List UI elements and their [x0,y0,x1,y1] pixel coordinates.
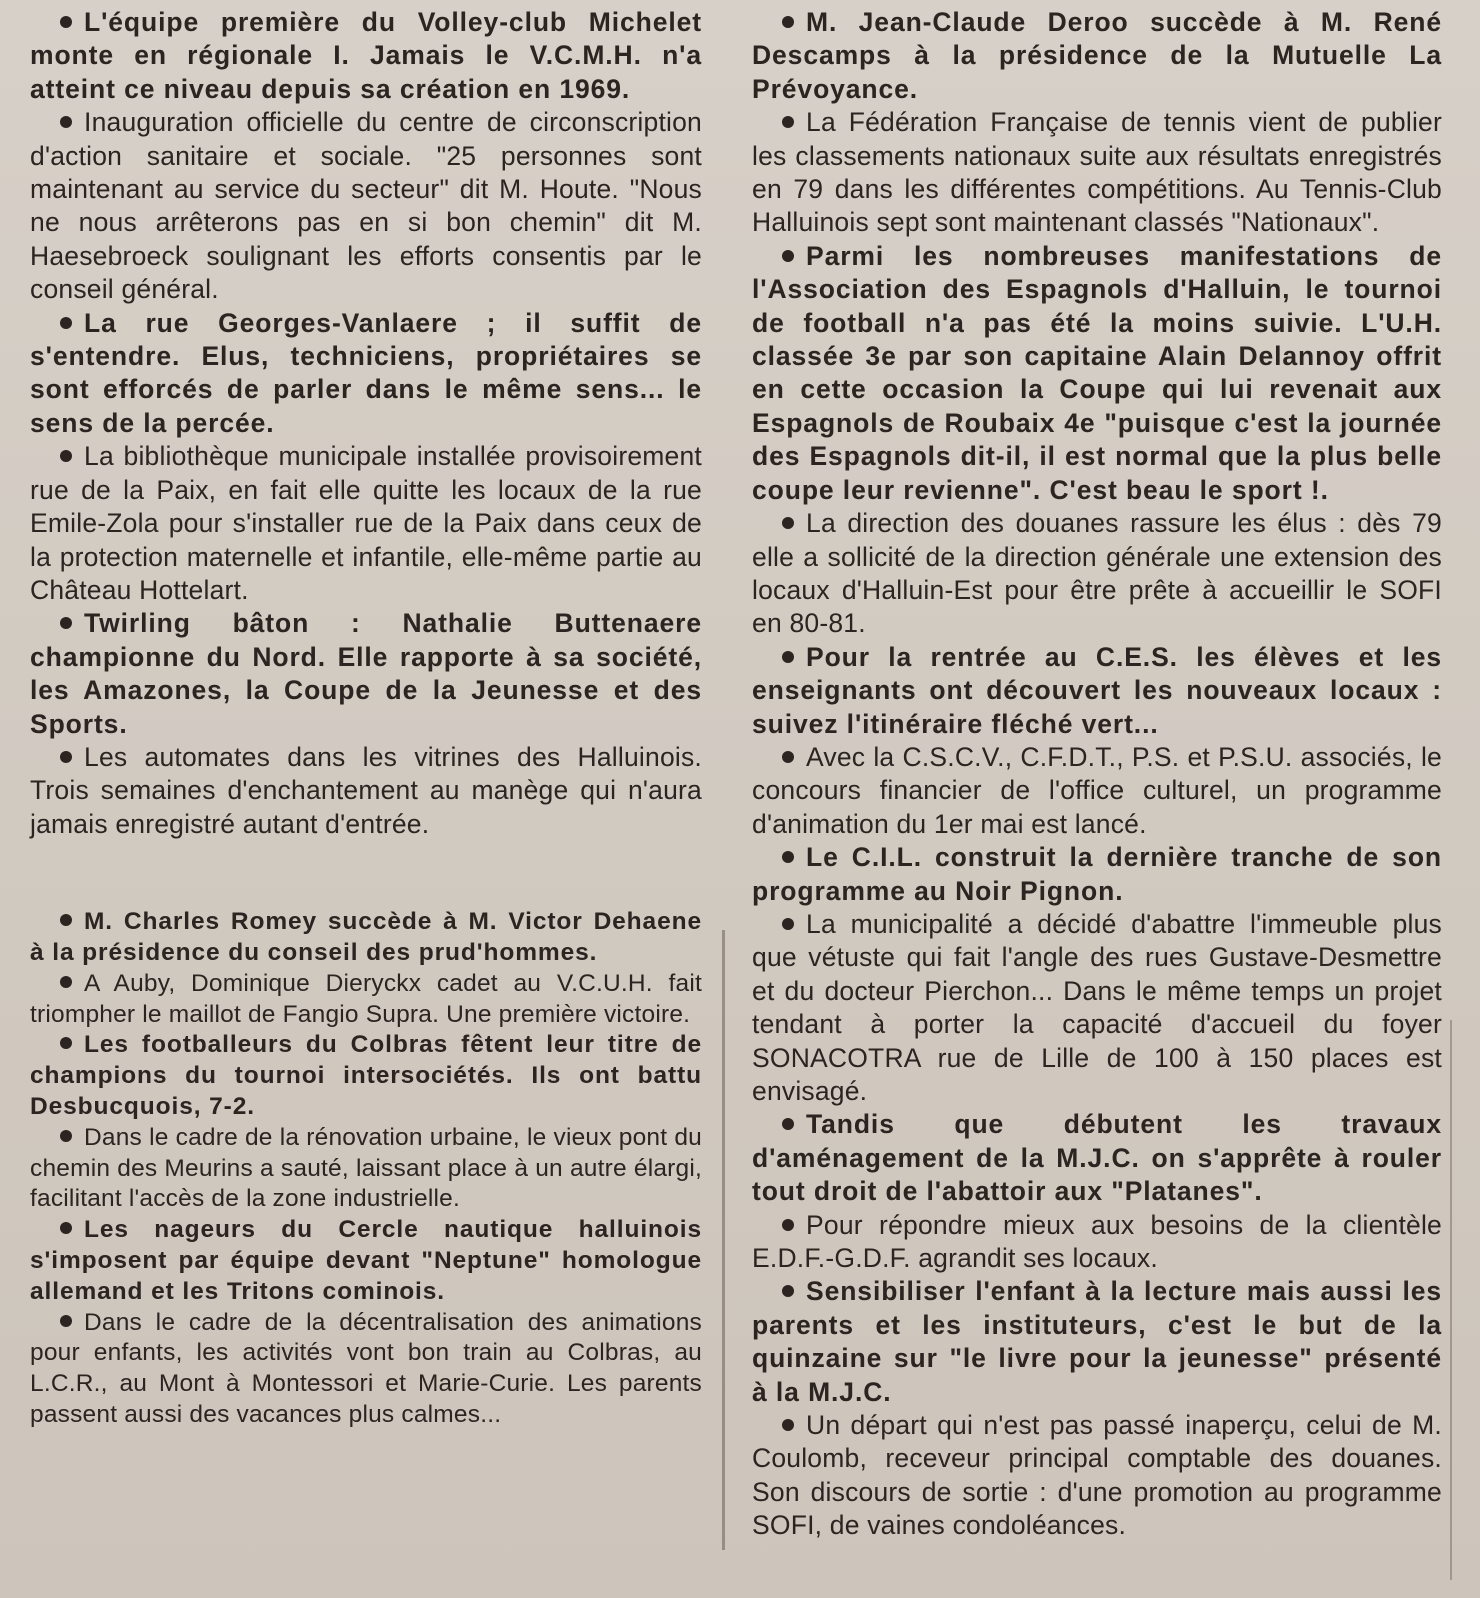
bullet-icon [782,16,794,28]
news-item [30,1215,702,1307]
right-column [752,6,1442,1543]
left-column [30,6,702,1431]
news-item [752,507,1442,641]
bullet-icon [782,1419,794,1431]
news-item [752,1275,1442,1409]
bullet-icon [60,617,72,629]
bullet-icon [60,16,72,28]
bullet-icon [782,517,794,529]
news-item-text: M. Charles Romey succède à M. Victor Dehaene à la présidence du conseil des prud'hommes. [30,908,702,966]
bullet-icon [60,751,72,763]
news-item [30,307,702,441]
news-item [30,1030,702,1122]
news-item-text: La Fédération Française de tennis vient de publier les classements nationaux suite aux résultats enregistrés en 79 dans les différentes compétitions. Au Tennis-Club Halluinois sept sont maintenant classés "Nationaux". [752,107,1442,238]
bullet-icon [782,116,794,128]
news-item-text: Avec la C.S.C.V., C.F.D.T., P.S. et P.S.U. associés, le concours financier de l'office culturel, un programme d'animation du 1er mai est lancé. [752,741,1442,839]
news-item [752,641,1442,741]
section-gap [30,841,702,907]
bullet-icon [782,651,794,663]
news-item-text: Inauguration officielle du centre de circonscription d'action sanitaire et sociale. "25 personnes sont maintenant au service du secteur" dit M. Houte. "Nous ne nous arrêterons pas en si bon chemin" dit M. Haesebroeck soulignant les efforts consentis par le conseil général. [30,107,702,305]
news-item-text: Un départ qui n'est pas passé inaperçu, celui de M. Coulomb, receveur principal comptable des douanes. Son discours de sortie : d'une promotion au programme SOFI, de vaines condoléances. [752,1410,1442,1541]
column-rule [722,930,725,1550]
news-item [752,1108,1442,1208]
bullet-icon [60,976,72,988]
news-item-text: M. Jean-Claude Deroo succède à M. René Descamps à la présidence de la Mutuelle La Prévoyance. [752,7,1442,104]
bullet-icon [782,250,794,262]
news-item-text: Les automates dans les vitrines des Halluinois. Trois semaines d'enchantement au manège qui n'aura jamais enregistré autant d'entrée. [30,741,702,839]
news-item [752,1209,1442,1276]
bullet-icon [782,751,794,763]
bullet-icon [782,918,794,930]
news-item-text: Dans le cadre de la décentralisation des animations pour enfants, les activités vont bon train au Colbras, au L.C.R., au Mont à Montessori et Marie-Curie. Les parents passent aussi des vacances plus calmes... [30,1308,702,1428]
news-item-text: La direction des douanes rassure les élus : dès 79 elle a sollicité de la direction générale une extension des locaux d'Halluin-Est pour être prête à accueillir le SOFI en 80-81. [752,508,1442,639]
news-item [30,440,702,607]
news-item [752,841,1442,908]
bullet-icon [60,1315,72,1327]
news-item-text: L'équipe première du Volley-club Michelet monte en régionale I. Jamais le V.C.M.H. n'a atteint ce niveau depuis sa création en 1969. [30,7,702,104]
news-item [752,6,1442,106]
bullet-icon [60,450,72,462]
news-item [30,741,702,841]
news-item-text: Pour la rentrée au C.E.S. les élèves et les enseignants ont découvert les nouveaux locaux : suivez l'itinéraire fléché vert... [752,641,1442,739]
news-item [30,1123,702,1215]
news-item [30,106,702,306]
bullet-icon [782,1118,794,1130]
news-item-text: Les footballeurs du Colbras fêtent leur titre de champions du tournoi intersociétés. Ils ont battu Desbucquois, 7-2. [30,1031,702,1120]
news-item [752,1409,1442,1543]
news-item [752,741,1442,841]
news-item-text: Pour répondre mieux aux besoins de la clientèle E.D.F.-G.D.F. agrandit ses locaux. [752,1209,1442,1274]
news-item-text: Sensibiliser l'enfant à la lecture mais aussi les parents et les instituteurs, c'est le but de la quinzaine sur "le livre pour la jeunesse" présenté à la M.J.C. [752,1276,1442,1407]
bullet-icon [60,1037,72,1049]
news-item-text: La municipalité a décidé d'abattre l'immeuble plus que vétuste qui fait l'angle des rues Gustave-Desmettre et du docteur Pierchon... Dans le même temps un projet tendant à porter la capacité d'accueil du foyer SONACOTRA rue de Lille de 100 à 150 places est envisagé. [752,908,1442,1106]
bullet-icon [60,1130,72,1142]
news-item-text: A Auby, Dominique Dieryckx cadet au V.C.U.H. fait triompher le maillot de Fangio Supra. Une première victoire. [30,969,702,1028]
bullet-icon [782,1219,794,1231]
news-item-text: La bibliothèque municipale installée provisoirement rue de la Paix, en fait elle quitte les locaux de la rue Emile-Zola pour s'installer rue de la Paix dans ceux de la protection maternelle et infantile, elle-même partie au Château Hottelart. [30,441,702,605]
news-item-text: La rue Georges-Vanlaere ; il suffit de s'entendre. Elus, techniciens, propriétaires se sont efforcés de parler dans le même sens... le sens de la percée. [30,307,702,438]
news-item-text: Tandis que débutent les travaux d'aménagement de la M.J.C. on s'apprête à rouler tout droit de l'abattoir aux "Platanes". [752,1109,1442,1207]
news-item [30,907,702,969]
news-item-text: Parmi les nombreuses manifestations de l'Association des Espagnols d'Halluin, le tournoi de football n'a pas été la moins suivie. L'U.H. classée 3e par son capitaine Alain Delannoy offrit en cette occasion la Coupe qui lui revenait aux Espagnols de Roubaix 4e "puisque c'est la journée des Espagnols dit-il, il est normal que la plus belle coupe leur revienne". C'est beau le sport !. [752,240,1442,505]
news-item-text: Les nageurs du Cercle nautique halluinois s'imposent par équipe devant "Neptune" homologue allemand et les Tritons cominois. [30,1216,702,1305]
news-item [30,1308,702,1431]
bullet-icon [60,116,72,128]
bullet-icon [60,914,72,926]
news-item-text: Twirling bâton : Nathalie Buttenaere championne du Nord. Elle rapporte à sa société, les Amazones, la Coupe de la Jeunesse et des Sports. [30,608,702,739]
news-item [752,240,1442,507]
bullet-icon [782,851,794,863]
news-item [30,607,702,741]
news-item-text: Le C.I.L. construit la dernière tranche de son programme au Noir Pignon. [752,842,1442,906]
news-item [752,908,1442,1108]
news-item [30,6,702,106]
edge-rule [1450,1020,1452,1580]
news-item-text: Dans le cadre de la rénovation urbaine, le vieux pont du chemin des Meurins a sauté, laissant place à un autre élargi, facilitant l'accès de la zone industrielle. [30,1123,702,1213]
bullet-icon [782,1285,794,1297]
bullet-icon [60,317,72,329]
bullet-icon [60,1222,72,1234]
news-item [752,106,1442,240]
news-item [30,969,702,1031]
